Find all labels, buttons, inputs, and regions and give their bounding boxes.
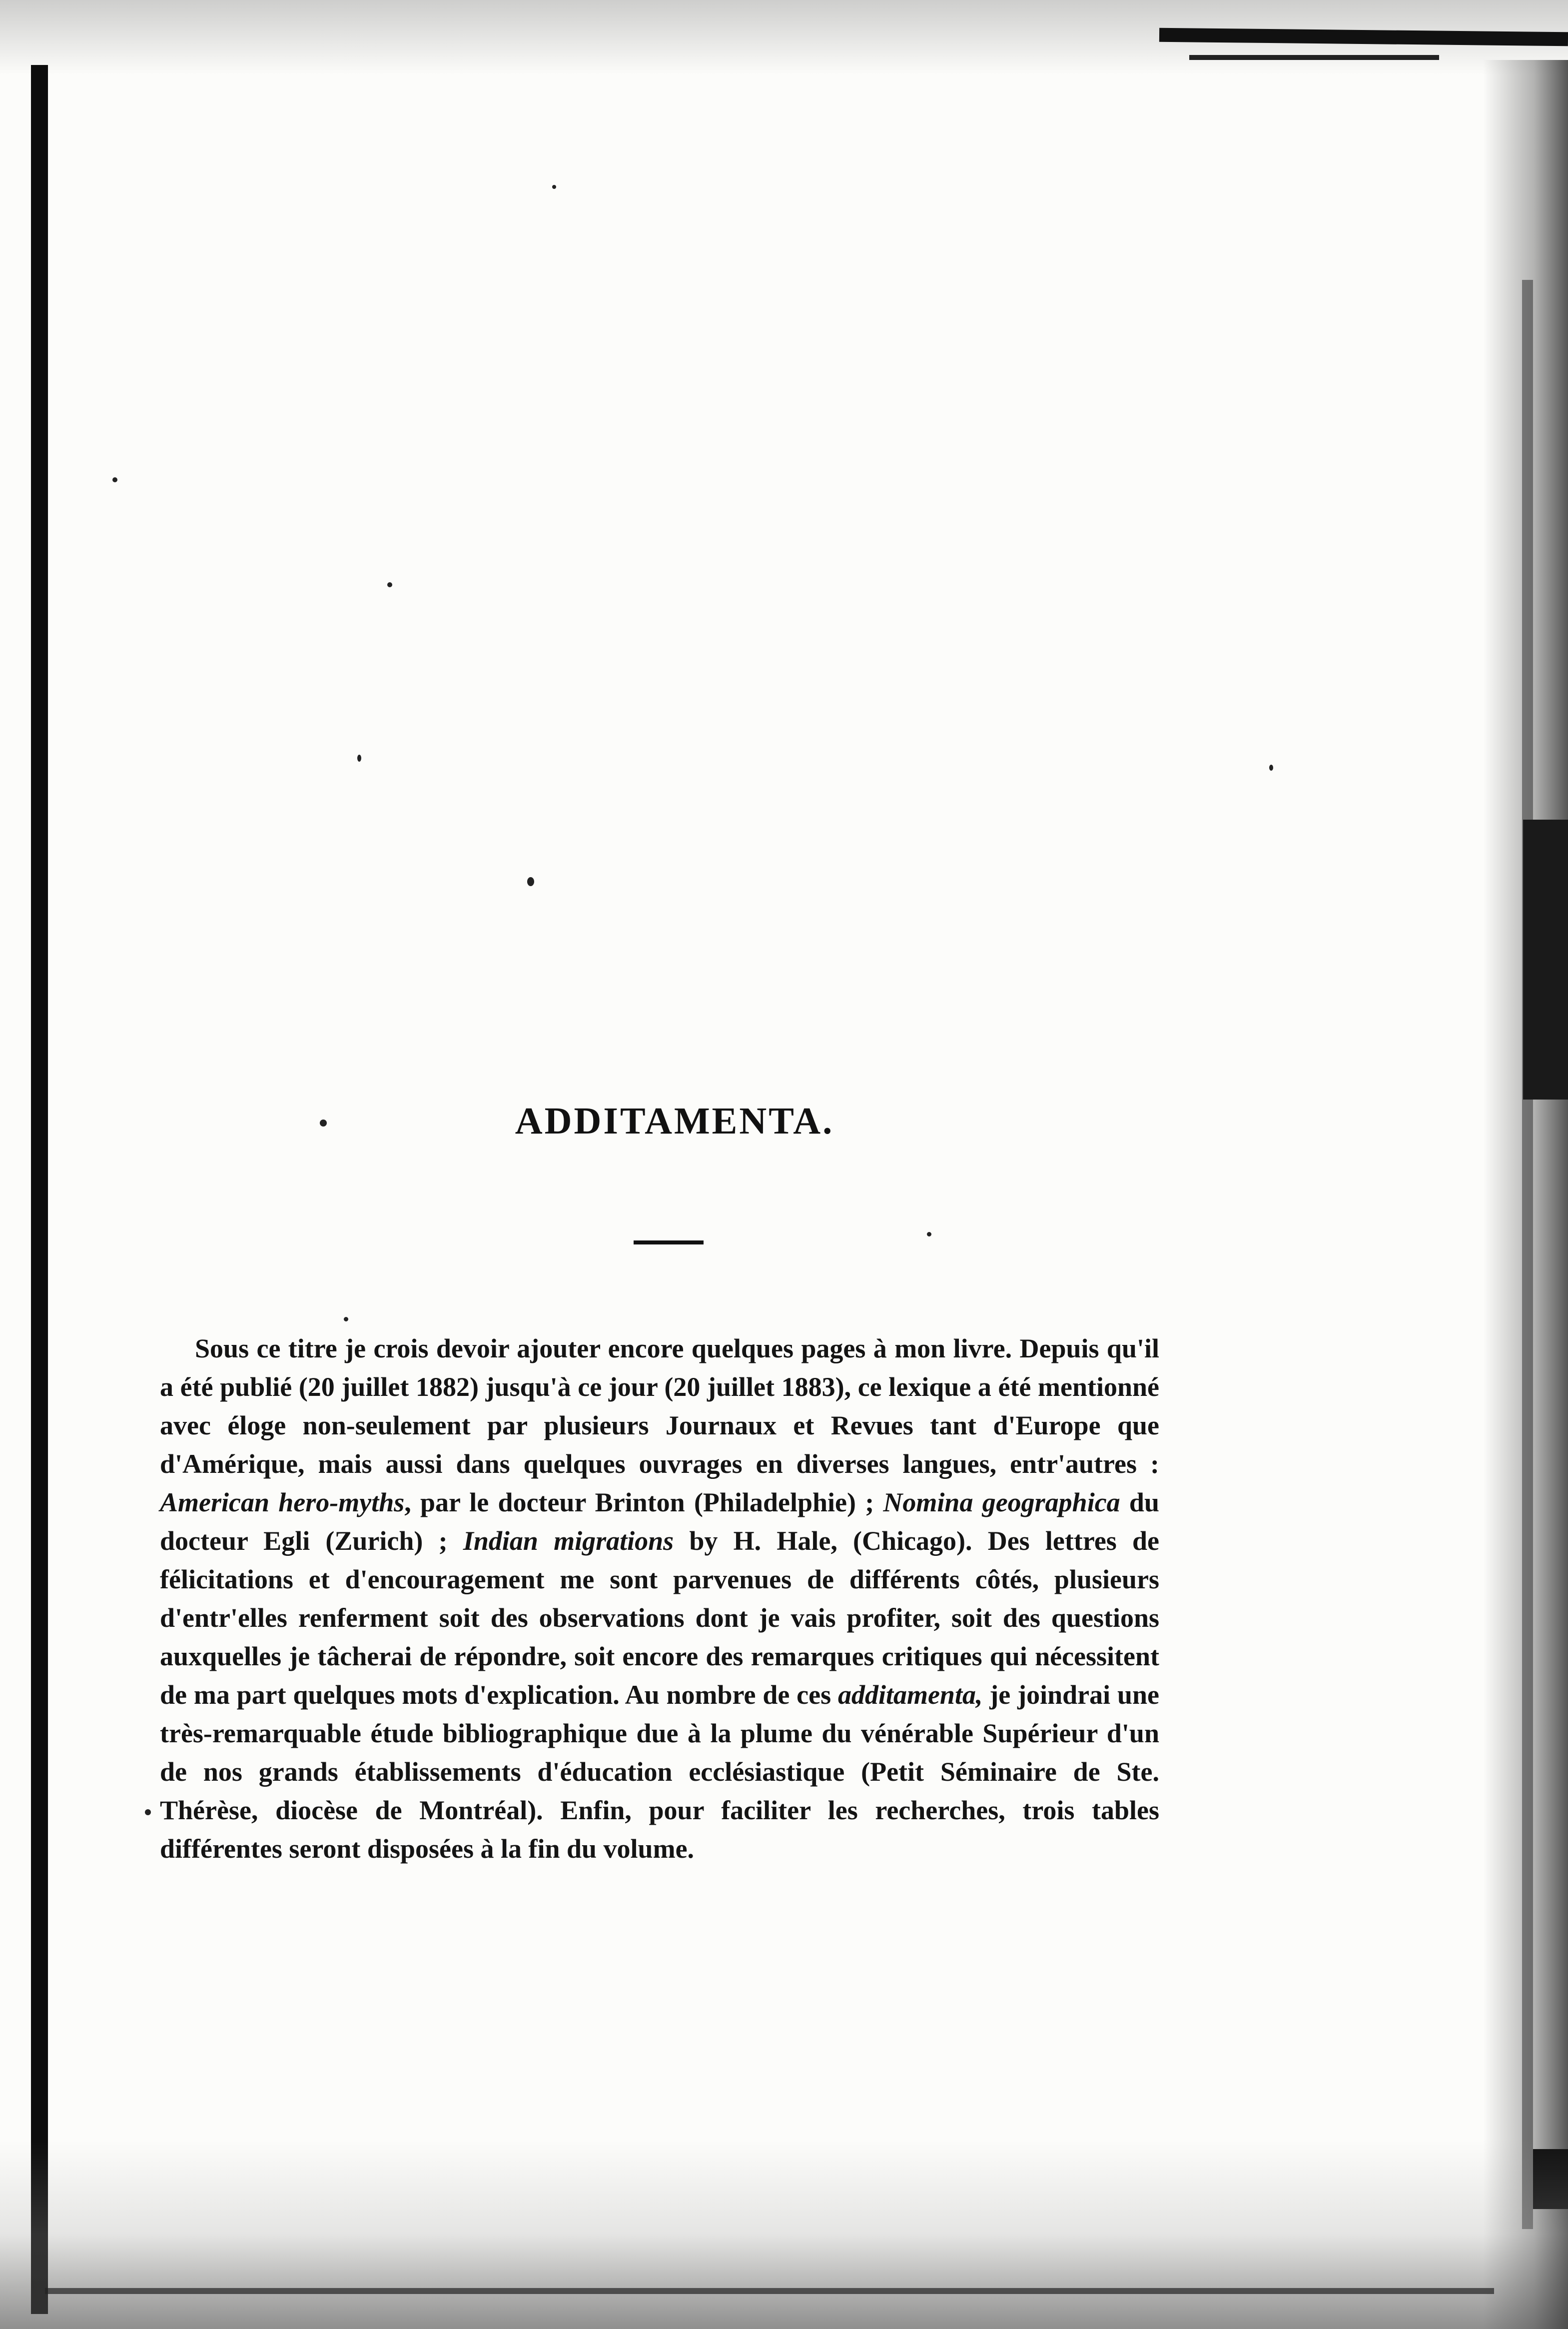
paragraph-run: je joindrai une très-remarquable étude bibliographique due à la plume du vénérable Supérieur d'un de nos grands établissements d'éducation ecclésiastique (Petit Séminaire de Ste. Thérèse, diocèse de Montréal). Enfin, pour faciliter les recherches, trois tables différentes seront disposées à la fin du volume. [160,1680,1159,1864]
scan-speck [1269,765,1273,771]
paragraph-run: du docteur Egli (Zurich) ; [160,1487,1159,1556]
paragraph-italic-run: Nomina geographica [883,1487,1120,1517]
scan-speck [344,1317,348,1321]
scan-speck [527,877,534,886]
paragraph-italic-run: American hero-myths [160,1487,405,1517]
paragraph-italic-run: additamenta, [837,1680,983,1710]
scan-speck [387,582,392,587]
paragraph-run: by H. Hale, (Chicago). Des lettres de félicitations et d'encouragement me sont parvenues de différents côtés, plusieurs d'entr'elles renferment soit des observations dont je vais profiter, soit des questions auxquelles je tâcherai de répondre, soit encore des remarques critiques qui nécessitent de ma part quelques mots d'explication. Au nombre de ces [160,1526,1160,1710]
scan-left-border [31,65,48,2314]
scan-right-block [1523,820,1568,1100]
scan-right-strip [1522,280,1533,2229]
paragraph-italic-run: Indian migrations [463,1526,674,1556]
scan-speck [357,755,361,762]
scan-speck [927,1232,931,1236]
page-title: ADDITAMENTA. [515,1100,834,1142]
scan-top-line [1189,55,1439,60]
scan-bottom-shadow [0,2139,1568,2329]
scan-speck [145,1809,151,1815]
title-rule [634,1240,704,1244]
paragraph-run: , par le docteur Brinton (Philadelphie) ; [404,1487,883,1517]
body-paragraph [160,1329,1159,1868]
scan-bottom-line [45,2288,1494,2294]
scan-speck [552,185,556,189]
scan-speck [112,477,117,482]
paragraph-run: Sous ce titre je crois devoir ajouter encore quelques pages à mon livre. Depuis qu'il a été publié (20 juillet 1882) jusqu'à ce jour (20 juillet 1883), ce lexique a été mentionné avec éloge non-seulement par plusieurs Journaux et Revues tant d'Europe que d'Amérique, mais aussi dans quelques ouvrages en diverses langues, entr'autres : [160,1333,1159,1479]
